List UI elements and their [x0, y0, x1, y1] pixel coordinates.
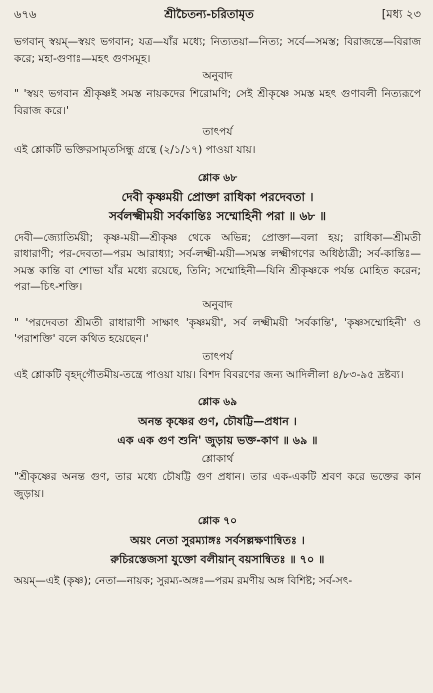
verse-68-line-1: দেবী কৃষ্ণময়ী প্রোক্তা রাধিকা পরদেবতা ।: [121, 189, 314, 204]
page-number: ৬৭৬: [14, 7, 37, 21]
verse-70-line-2: রুচিরস্তেজসা যুক্তো বলীয়ান্‌ বয়সান্বিতঃ ॥ ৭০ ॥: [110, 553, 325, 566]
translation-label-68: অনুবাদ: [202, 298, 233, 311]
translation-69: "শ্রীকৃষ্ণের অনন্ত গুণ, তার মধ্যে চৌষট্টি গুণ প্রধান। তার এক-একটি শ্রবণ করে ভক্তের কান জুড়ায়।: [14, 471, 421, 500]
synonyms-68: দেবী—জ্যোতির্ময়ী; কৃষ্ণ-ময়ী—শ্রীকৃষ্ণ থেকে অভিন্ন; প্রোক্তা—বলা হয়; রাধিকা—শ্রীমতী রাধারাণী; পর-দেবতা—পরম আরাধ্যা; সর্ব-লক্ষ্মী-ময়ী—সমস্ত লক্ষ্মীগণের অধিষ্ঠাত্রী; সর্ব-কান্তিঃ—সমস্ত কান্তি বা শোভা যাঁর মধ্যে রয়েছে, তিনি; সম্মোহিনী—যিনি শ্রীকৃষ্ণকে পর্যন্ত মোহিত করেন; পরা—চিৎ-শক্তি।: [14, 231, 421, 293]
purport-label-1: তাৎপর্য: [202, 126, 233, 138]
purport-1: এই শ্লোকটি ভক্তিরসামৃতসিন্ধু গ্রন্থে (২/১/১৭) পাওয়া যায়।: [14, 144, 256, 156]
verse-68-label: শ্লোক ৬৮: [197, 171, 238, 184]
verse-68-line-2: সর্বলক্ষ্মীময়ী সর্বকান্তিঃ সম্মোহিনী পরা ॥ ৬৮ ॥: [108, 208, 327, 223]
purport-label-68: তাৎপর্য: [202, 350, 233, 363]
section-marker: [মধ্য ২৩: [381, 7, 421, 21]
translation-68: " 'পরদেবতা শ্রীমতী রাধারাণী সাক্ষাৎ 'কৃষ্ণময়ী', সর্ব লক্ষ্মীময়ী 'সর্বকান্তি', 'কৃষ্ণসম্মোহিনী' ও 'পরাশক্তি' বলে কথিত হয়েছেন।': [14, 316, 421, 345]
verse-69-line-2: এক এক গুণ শুনি' জুড়ায় ভক্ত-কাণ ॥ ৬৯ ॥: [117, 434, 318, 447]
translation-1: " 'স্বয়ং ভগবান শ্রীকৃষ্ণই সমস্ত নায়কদের শিরোমণি; সেই শ্রীকৃষ্ণে সমস্ত মহৎ গুণাবলী নিত্যরূপে বিরাজ করে।': [14, 88, 421, 117]
translation-label-1: অনুবাদ: [202, 70, 233, 82]
synonyms-70: অয়ম্‌—এই (কৃষ্ণ); নেতা—নায়ক; সুরম্য-অঙ্গঃ—পরম রমণীয় অঙ্গ বিশিষ্ট; সর্ব-সৎ-: [14, 575, 353, 587]
purport-68: এই শ্লোকটি বৃহদ্‌গৌতমীয়-তন্ত্রে পাওয়া যায়। বিশদ বিবরণের জন্য আদিলীলা ৪/৮৩-৯৫ দ্রষ্টব্য।: [14, 368, 404, 381]
translation-label-69: শ্লোকার্থ: [201, 453, 234, 465]
verse-70-line-1: অয়ং নেতা সুরম্যাঙ্গঃ সর্বসল্লক্ষণান্বিতঃ ।: [130, 534, 305, 547]
synonyms-block-1: ভগবান্‌ স্বয়ম্‌—স্বয়ং ভগবান; যত্র—যাঁর মধ্যে; নিত্যতয়া—নিত্য; সর্বে—সমস্ত; বিরাজন্তে—বিরাজ করে; মহা-গুণাঃ—মহৎ গুণসমূহ।: [14, 36, 421, 65]
verse-69-line-1: অনন্ত কৃষ্ণের গুণ, চৌষট্টি—প্রধান ।: [138, 415, 297, 428]
running-title: শ্রীচৈতন্য-চরিতামৃত: [164, 7, 254, 21]
verse-70-label: শ্লোক ৭০: [197, 515, 238, 527]
verse-69-label: শ্লোক ৬৯: [197, 396, 238, 408]
page-header: [14, 6, 421, 22]
